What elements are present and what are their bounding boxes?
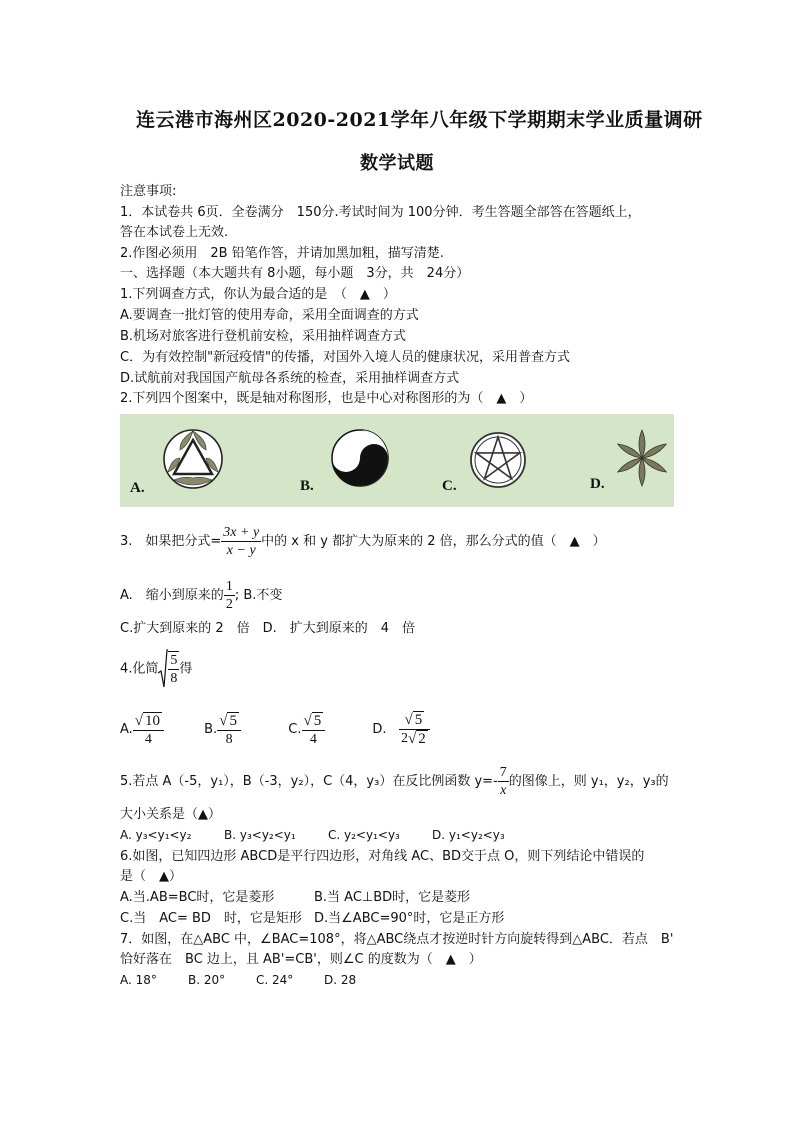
q4-option-a: A. $\frac{√ 10}{4}$ xyxy=(120,708,200,752)
notes-heading: 注意事项: xyxy=(120,184,177,199)
page-title: 连云港市海州区2020-2021学年八年级下学期期末学业质量调研 xyxy=(136,109,703,131)
q5-option-c: C. y₂<y₁<y₃ xyxy=(328,828,400,842)
q1-option-a: A.要调查一批灯管的使用寿命，采用全面调查的方式 xyxy=(120,308,419,323)
note-item-1: 1．本试卷共 6页．全卷满分 150分.考试时间为 100分钟．考生答题全部答在答题纸上， xyxy=(120,205,641,220)
q4-option-c: C. $\frac{√ 5}{4}$ xyxy=(288,708,368,752)
q3-option-a-denominator: 2 xyxy=(225,597,233,612)
q2-figure-panel xyxy=(120,414,674,507)
q5-stem xyxy=(120,762,669,802)
q3-option-a-prefix: A. 缩小到原来的 xyxy=(120,588,224,603)
q2-stem: 2.下列四个图案中，既是轴对称图形，也是中心对称图形的为（ ▲ ） xyxy=(120,391,533,406)
q4-option-c-label: C. xyxy=(288,722,302,737)
q5-fraction-denominator: x xyxy=(500,783,507,798)
q3-option-a-numerator: 1 xyxy=(225,579,233,594)
yin-yang-icon xyxy=(330,428,390,488)
q3-option-a-suffix: ; B.不变 xyxy=(234,588,283,603)
q4-radical-denominator: 8 xyxy=(170,670,178,686)
q4-radical xyxy=(158,647,179,691)
q5-options xyxy=(120,827,532,844)
q4-option-d: D. $\frac{√ 5}{2√ 2}$ xyxy=(372,708,472,752)
q5-stem-cont: 大小关系是（▲） xyxy=(120,807,221,822)
six-petal-flower-icon xyxy=(614,426,670,490)
q7-option-d: D. 28 xyxy=(324,973,357,987)
radical-sign-icon xyxy=(158,649,168,689)
q7-options xyxy=(120,972,356,989)
q5-fraction-numerator: 7 xyxy=(499,765,507,780)
q4-option-d-den-coef: 2 xyxy=(400,731,408,747)
q4-stem xyxy=(120,647,192,692)
q7-stem-cont: 恰好落在 BC 边上，且 AB'=CB'，则∠C 的度数为（ ▲ ） xyxy=(120,952,482,967)
q3-option-a-fraction xyxy=(224,578,235,613)
q1-option-d: D.试航前对我国国产航母各系统的检查，采用抽样调查方式 xyxy=(120,371,460,386)
q4-option-c-denominator: 4 xyxy=(309,731,317,747)
q6-stem: 6.如图，已知四边形 ABCD是平行四边形，对角线 AC、BD交于点 O，则下列结论中错误的 xyxy=(120,849,645,864)
q3-fraction-numerator: 3x + y xyxy=(223,525,260,540)
q3-options-ab xyxy=(120,576,282,616)
q7-option-a: A. 18° xyxy=(120,973,157,987)
triangle-in-circle-icon xyxy=(162,428,224,490)
q4-option-b: B. $\frac{√ 5}{8}$ xyxy=(204,708,284,752)
q1-stem: 1.下列调查方式，你认为最合适的是 （ ▲ ） xyxy=(120,287,396,302)
pentagram-in-circle-icon xyxy=(468,430,528,490)
q4-option-b-numerator: 5 xyxy=(229,712,237,729)
q5-option-b: B. y₃<y₂<y₁ xyxy=(224,828,296,842)
q3-prefix: 3. 如果把分式= xyxy=(120,534,222,549)
q7-stem: 7．如图，在△ABC 中，∠BAC=108°，将△ABC绕点才按逆时针方向旋转得到△ABC．若点 B' xyxy=(120,932,674,947)
q4-option-a-numerator: 10 xyxy=(145,712,161,729)
q4-prefix: 4.化简 xyxy=(120,661,159,677)
q2-label-b: B. xyxy=(300,478,314,494)
q4-option-c-numerator: 5 xyxy=(313,712,322,729)
q4-option-d-label: D. xyxy=(372,722,387,737)
q5-prefix: 5.若点 A（-5，y₁），B（-3，y₂），C（4，y₃）在反比例函数 y=- xyxy=(120,774,498,789)
q2-label-a: A. xyxy=(130,480,145,496)
q5-option-d: D. y₁<y₂<y₃ xyxy=(432,828,505,842)
q2-label-c: C. xyxy=(442,478,457,494)
q4-option-d-denominator: 2 xyxy=(418,731,426,747)
q6-option-b: B.当 AC⊥BD时，它是菱形 xyxy=(314,890,471,905)
q4-option-b-label: B. xyxy=(204,722,218,737)
q5-fraction xyxy=(498,764,509,799)
q6-option-a: A.当.AB=BC时，它是菱形 xyxy=(120,890,275,905)
q4-option-a-label: A. xyxy=(120,722,133,737)
q6-option-d: D.当∠ABC=90°时，它是正方形 xyxy=(314,911,505,926)
q4-option-a-denominator: 4 xyxy=(144,731,152,747)
q3-fraction-denominator: x − y xyxy=(226,543,256,558)
q3-suffix: 中的 x 和 y 都扩大为原来的 2 倍，那么分式的值（ ▲ ） xyxy=(261,534,606,549)
q4-radical-numerator: 5 xyxy=(170,652,178,668)
q4-options xyxy=(120,708,472,752)
q6-option-c: C.当 AC= BD 时，它是矩形 xyxy=(120,911,302,926)
q3-stem xyxy=(120,522,606,562)
page-subtitle: 数学试题 xyxy=(360,153,434,174)
q7-option-b: B. 20° xyxy=(188,973,226,987)
q4-suffix: 得 xyxy=(179,661,193,677)
q7-option-c: C. 24° xyxy=(256,973,294,987)
q5-option-a: A. y₃<y₁<y₂ xyxy=(120,828,192,842)
q5-suffix: 的图像上，则 y₁，y₂，y₃的 xyxy=(508,774,669,789)
q3-options-cd: C.扩大到原来的 2 倍 D. 扩大到原来的 4 倍 xyxy=(120,621,416,636)
q1-option-b: B.机场对旅客进行登机前安检，采用抽样调查方式 xyxy=(120,329,407,344)
q6-options-ab xyxy=(120,889,470,906)
note-item-2: 2.作图必须用 2B 铅笔作答，并请加黑加粗，描写清楚. xyxy=(120,246,444,261)
q6-stem-cont: 是（ ▲） xyxy=(120,869,182,884)
q3-fraction xyxy=(221,524,261,559)
q6-options-cd xyxy=(120,910,504,927)
section-heading: 一、选择题（本大题共有 8小题，每小题 3分，共 24分） xyxy=(120,266,470,281)
q4-option-d-numerator: 5 xyxy=(414,712,423,728)
q2-label-d: D. xyxy=(590,476,605,492)
note-item-1-cont: 答在本试卷上无效. xyxy=(120,225,229,240)
q4-option-b-denominator: 8 xyxy=(225,731,233,747)
q1-option-c: C．为有效控制"新冠疫情"的传播，对国外入境人员的健康状况，采用普查方式 xyxy=(120,350,571,365)
